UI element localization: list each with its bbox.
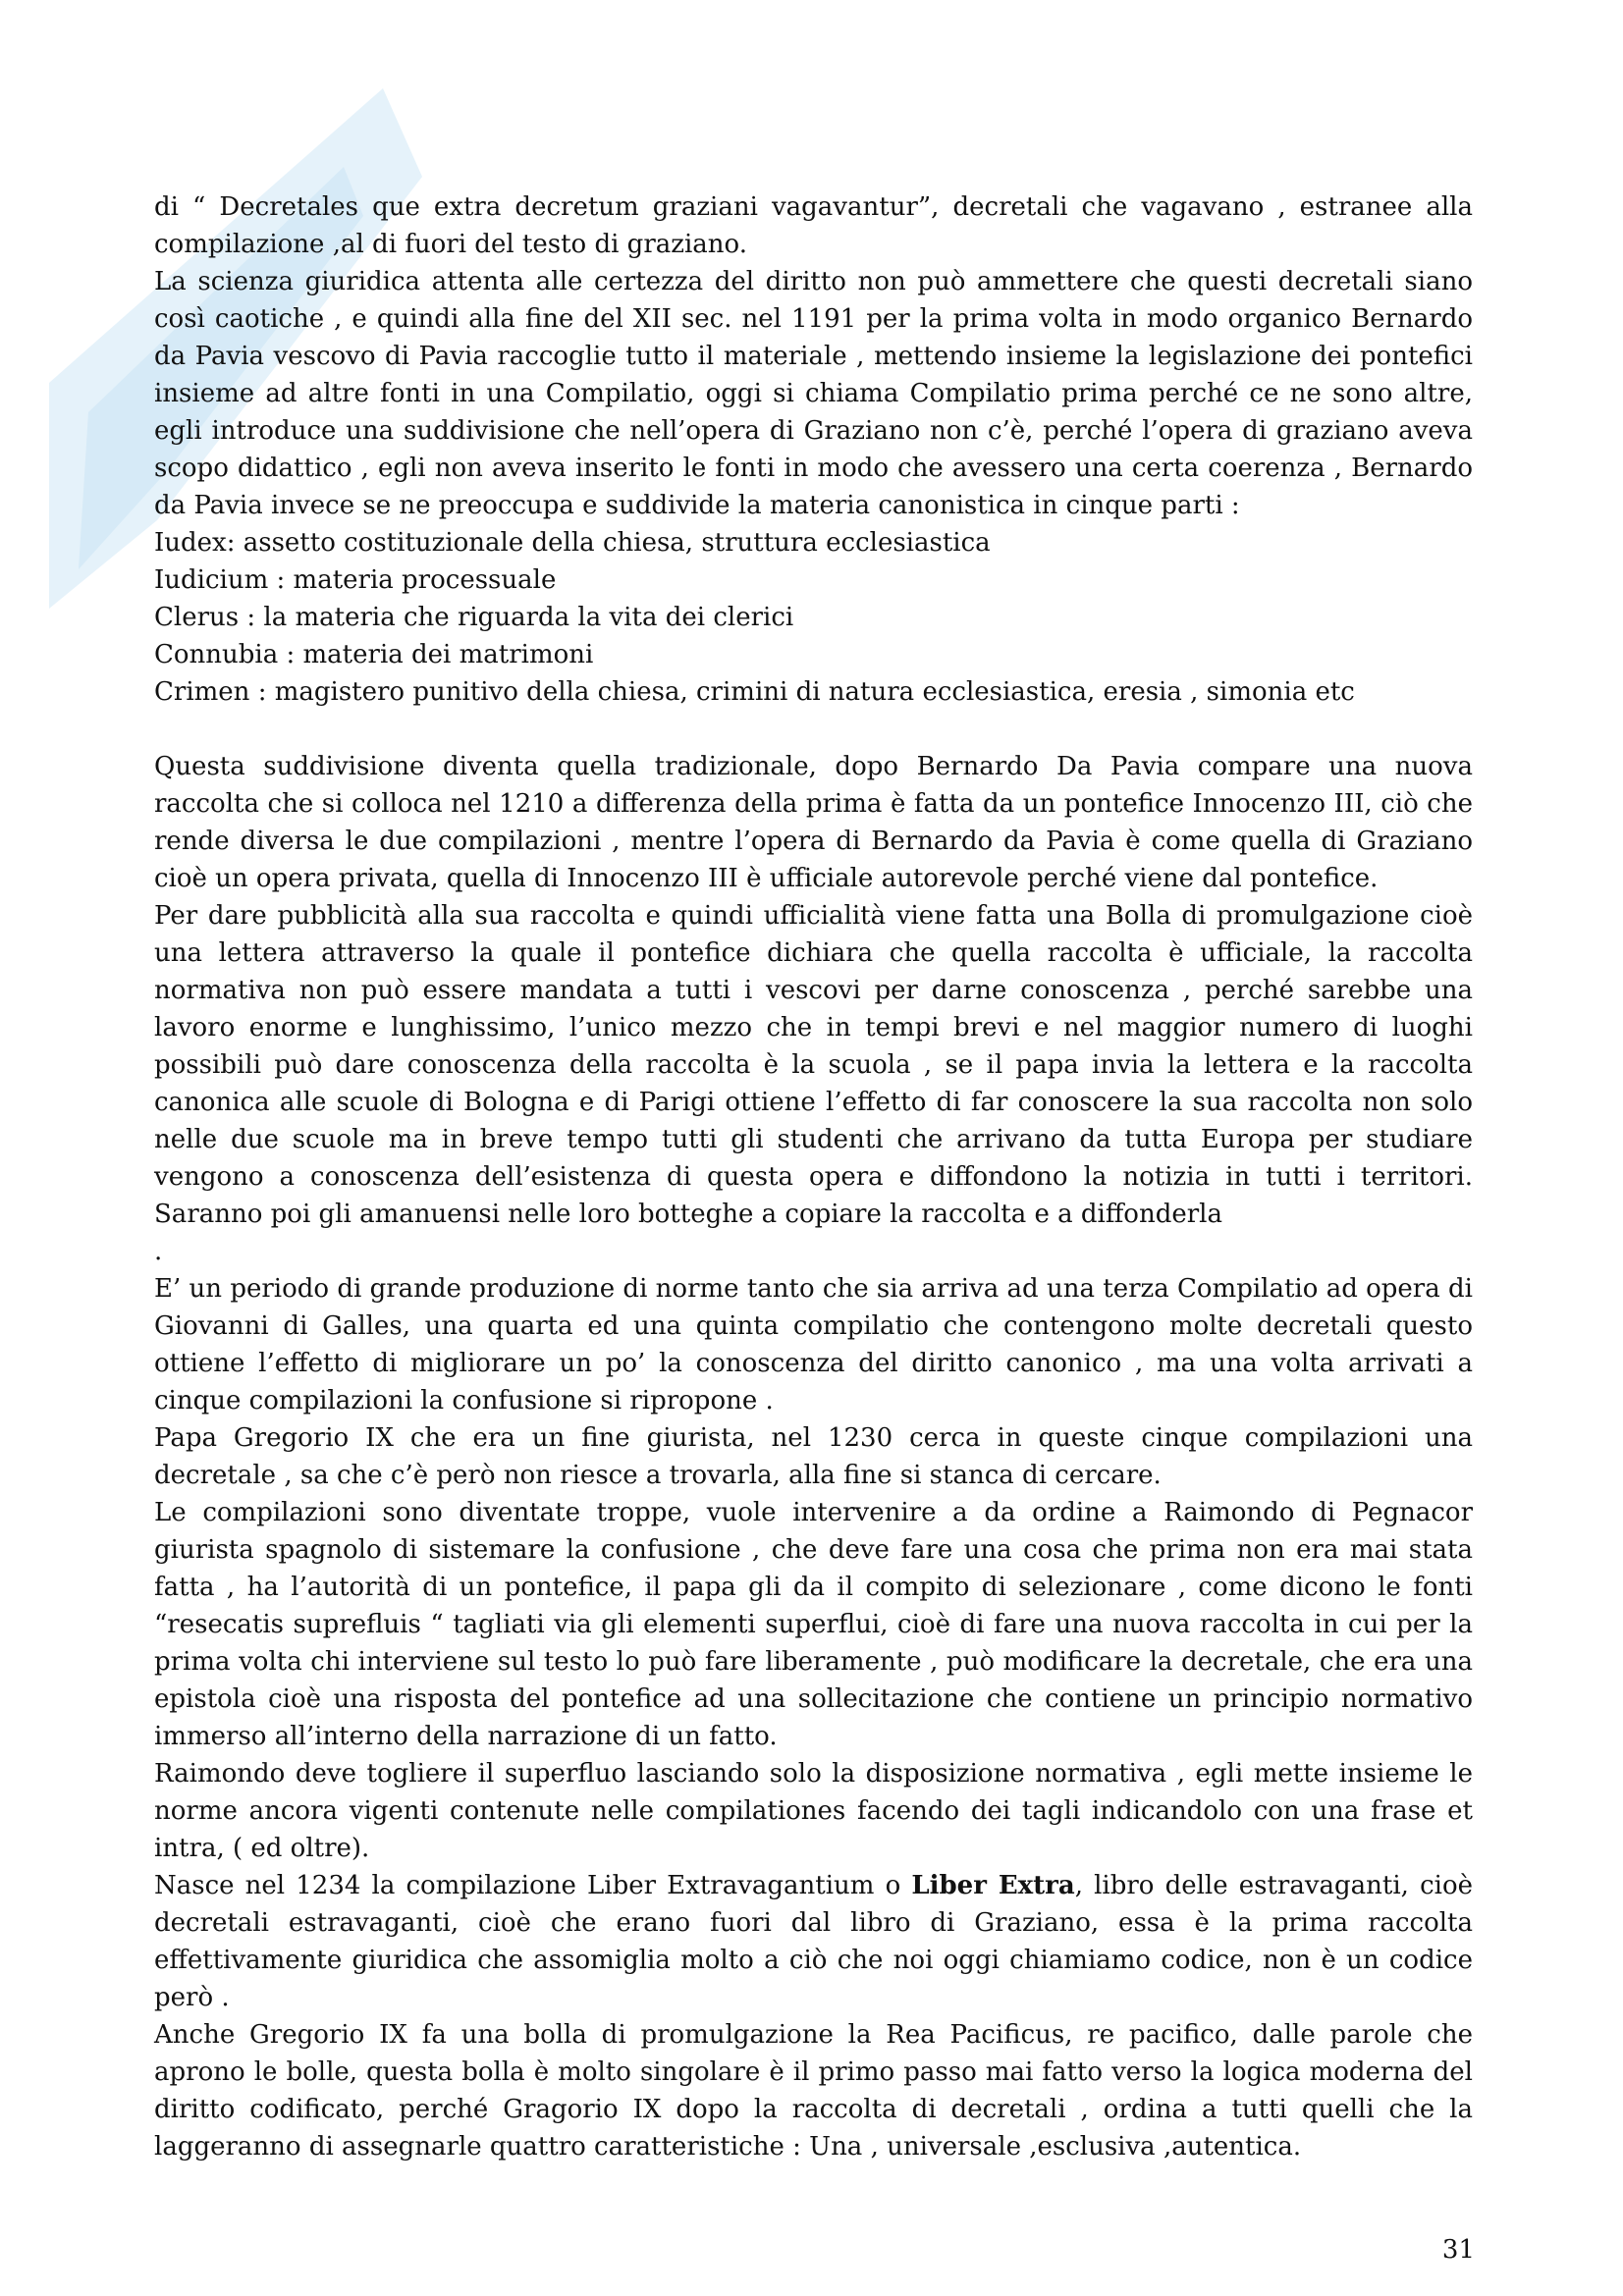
paragraph: di “ Decretales que extra decretum graziani vagavantur”, decretali che vagavano , estranee alla compilazione ,al di fuori del testo di graziano. <box>154 192 1473 259</box>
division-connubia: Connubia : materia dei matrimoni <box>154 640 594 669</box>
page-body <box>154 188 1473 2165</box>
paragraph: Papa Gregorio IX che era un fine giurista, nel 1230 cerca in queste cinque compilazioni una decretale , sa che c’è però non riesce a trovarla, alla fine si stanca di cercare. <box>154 1423 1473 1490</box>
paragraph: Per dare pubblicità alla sua raccolta e quindi ufficialità viene fatta una Bolla di promulgazione cioè una lettera attraverso la quale il pontefice dichiara che quella raccolta è ufficiale, la raccolta normativa non può essere mandata a tutti i vescovi per darne conoscenza , perché sarebbe una lavoro enorme e lunghissimo, l’unico mezzo che in tempi brevi e nel maggior numero di luoghi possibili può dare conoscenza della raccolta è la scuola , se il papa invia la lettera e la raccolta canonica alle scuole di Bologna e di Parigi ottiene l’effetto di far conoscere la sua raccolta non solo nelle due scuole ma in breve tempo tutti gli studenti che arrivano da tutta Europa per studiare vengono a conoscenza dell’esistenza di questa opera e diffondono la notizia in tutti i territori. Saranno poi gli amanuensi nelle loro botteghe a copiare la raccolta e a diffonderla <box>154 901 1473 1229</box>
paragraph-dot: . <box>154 1237 163 1266</box>
paragraph: La scienza giuridica attenta alle certezza del diritto non può ammettere che questi decretali siano così caotiche , e quindi alla fine del XII sec. nel 1191 per la prima volta in modo organico Bernardo da Pavia vescovo di Pavia raccoglie tutto il materiale , mettendo insieme la legislazione dei pontefici insieme ad altre fonti in una Compilatio, oggi si chiama Compilatio prima perché ce ne sono altre, egli introduce una suddivisione che nell’opera di Graziano non c’è, perché l’opera di graziano aveva scopo didattico , egli non aveva inserito le fonti in modo che avessero una certa coerenza , Bernardo da Pavia invece se ne preoccupa e suddivide la materia canonistica in cinque parti : <box>154 267 1473 520</box>
paragraph: Le compilazioni sono diventate troppe, vuole intervenire a da ordine a Raimondo di Pegnacor giurista spagnolo di sistemare la confusione , che deve fare una cosa che prima non era mai stata fatta , ha l’autorità di un pontefice, il papa gli da il compito di selezionare , come dicono le fonti “resecatis suprefluis “ tagliati via gli elementi superflui, cioè di fare una nuova raccolta in cui per la prima volta chi interviene sul testo lo può fare liberamente , può modificare la decretale, che era una epistola cioè una risposta del pontefice ad una sollecitazione che contiene un principio normativo immerso all’interno della narrazione di un fatto. <box>154 1498 1473 1751</box>
paragraph-closing: Anche Gregorio IX fa una bolla di promulgazione la Rea Pacificus, re pacifico, dalle parole che aprono le bolle, questa bolla è molto singolare è il primo passo mai fatto verso la logica moderna del diritto codificato, perché Gragorio IX dopo la raccolta di decretali , ordina a tutti quelli che la laggeranno di assegnarle quattro caratteristiche : Una , universale ,esclusiva ,autentica. <box>154 2020 1473 2162</box>
division-crimen: Crimen : magistero punitivo della chiesa, crimini di natura ecclesiastica, eresia , simonia etc <box>154 677 1355 707</box>
page-number: 31 <box>1441 2235 1475 2265</box>
paragraph: E’ un periodo di grande produzione di norme tanto che sia arriva ad una terza Compilatio ad opera di Giovanni di Galles, una quarta ed una quinta compilatio che contengono molte decretali questo ottiene l’effetto di migliorare un po’ la conoscenza del diritto canonico , ma una volta arrivati a cinque compilazioni la confusione si ripropone . <box>154 1274 1473 1415</box>
liber-extra-after: , libro delle estravaganti, cioè decretali estravaganti, cioè che erano fuori dal libro di Graziano, essa è la prima raccolta effettivamente giuridica che assomiglia molto a ciò che noi oggi chiamiamo codice, non è un codice però . <box>154 1871 1473 2012</box>
division-clerus: Clerus : la materia che riguarda la vita dei clerici <box>154 603 794 632</box>
paragraph-liber-extra <box>154 1867 1473 2016</box>
paragraph: Questa suddivisione diventa quella tradizionale, dopo Bernardo Da Pavia compare una nuova raccolta che si colloca nel 1210 a differenza della prima è fatta da un pontefice Innocenzo III, ciò che rende diversa le due compilazioni , mentre l’opera di Bernardo da Pavia è come quella di Graziano cioè un opera privata, quella di Innocenzo III è ufficiale autorevole perché viene dal pontefice. <box>154 752 1473 893</box>
division-iudex: Iudex: assetto costituzionale della chiesa, struttura ecclesiastica <box>154 528 991 558</box>
paragraph: Raimondo deve togliere il superfluo lasciando solo la disposizione normativa , egli mette insieme le norme ancora vigenti contenute nelle compilationes facendo dei tagli indicandolo con una frase et intra, ( ed oltre). <box>154 1759 1473 1863</box>
liber-extra-before: Nasce nel 1234 la compilazione Liber Extravagantium o <box>154 1871 912 1900</box>
division-iudicium: Iudicium : materia processuale <box>154 565 557 595</box>
liber-extra-bold: Liber Extra <box>911 1871 1075 1900</box>
